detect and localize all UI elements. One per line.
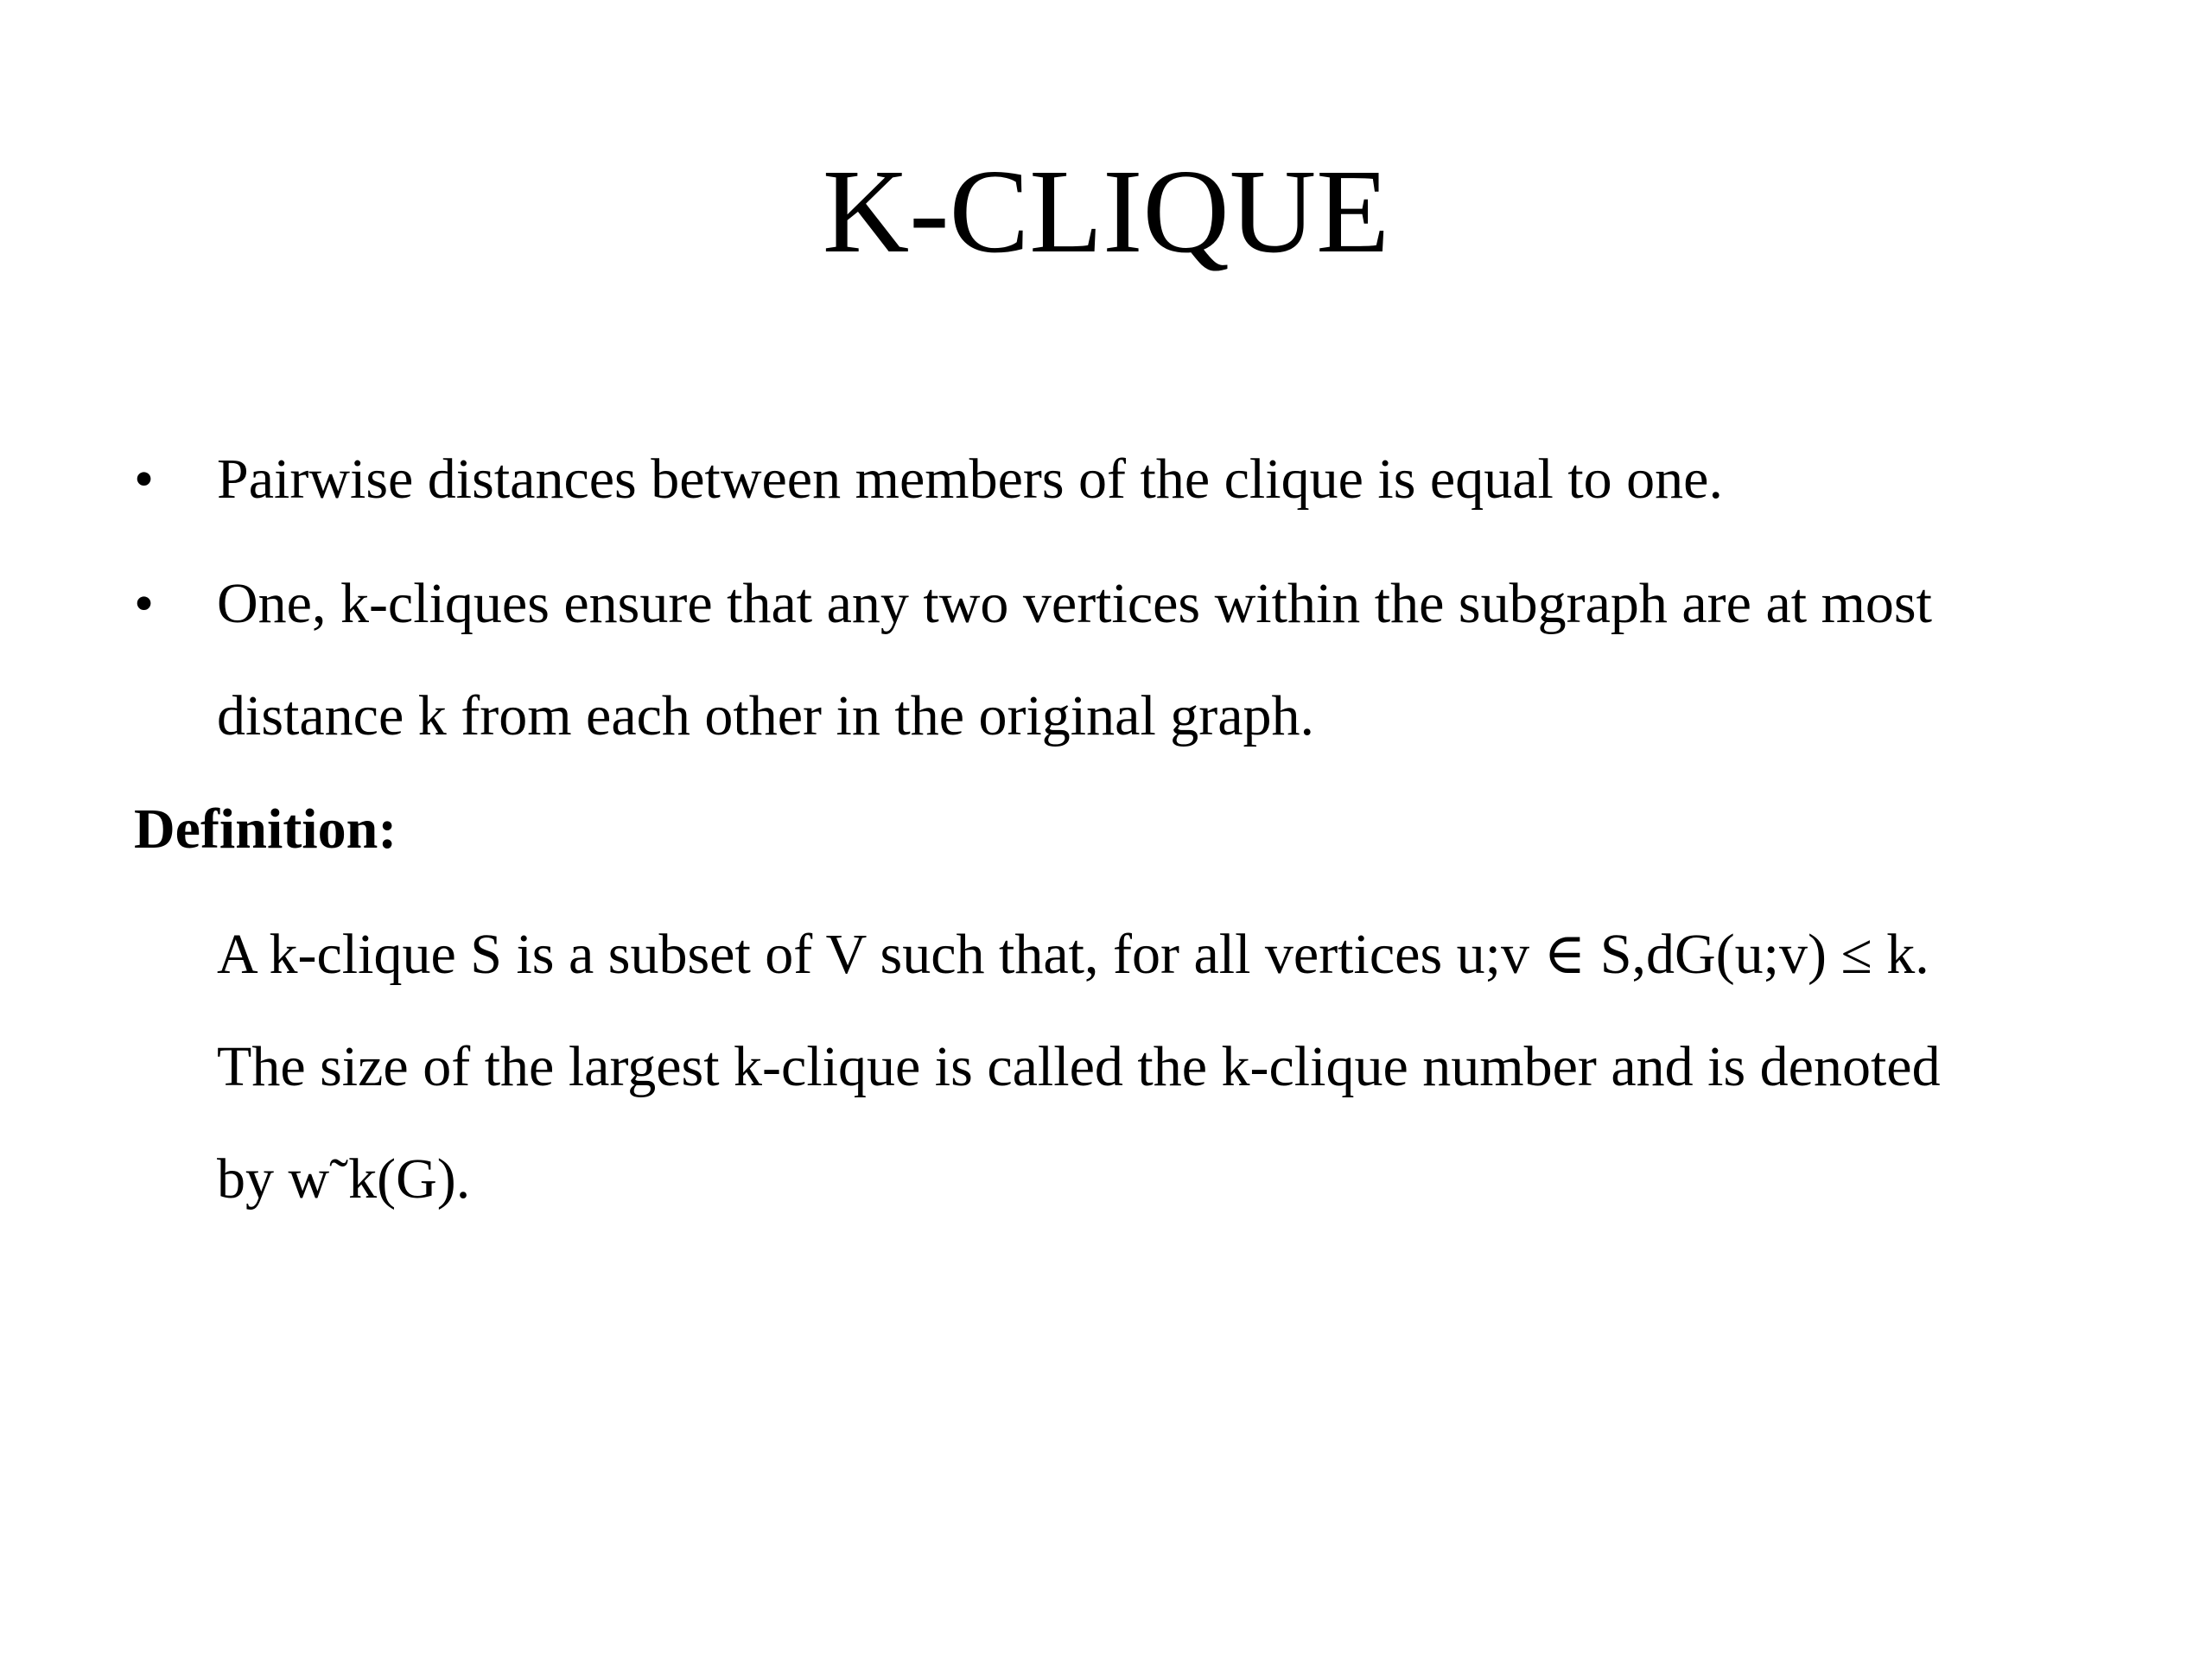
bullet-text-line: Pairwise distances between members of the clique is equal to one. [217, 448, 1723, 511]
bullet-item [134, 423, 2121, 536]
definition-line: A k-clique S is a subset of V such that, for all vertices u;v ∈ S,dG(u;v) ≤ k. [217, 923, 1929, 986]
bullet-text-line: One, k-cliques ensure that any two vertices within the subgraph are at most [217, 572, 1932, 635]
bullet-item [134, 548, 2121, 772]
definition-label: Definition: [134, 798, 397, 861]
bullet-dot-icon: • [134, 572, 155, 635]
bullet-dot-icon: • [134, 448, 155, 511]
bullet-text-line: distance k from each other in the original graph. [217, 684, 1315, 747]
definition-line: The size of the largest k-clique is called the k-clique number and is denoted [217, 1035, 1941, 1098]
definition-body [217, 899, 2135, 1236]
slide-title: K-CLIQUE [822, 145, 1390, 278]
definition-line: by w˜k(G). [217, 1147, 471, 1211]
bullet-list [134, 423, 2121, 788]
